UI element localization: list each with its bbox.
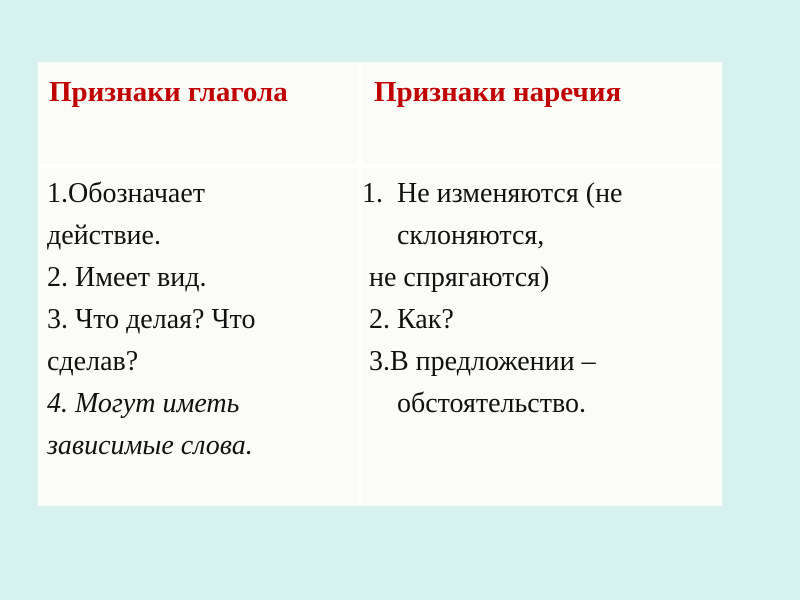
verb-line-2: действие. [47,220,161,251]
verb-line-4: 3. Что делая? Что [47,304,256,335]
verb-line-3: 2. Имеет вид. [47,262,207,293]
verb-line-5: сделав? [47,346,139,377]
adverb-header: Признаки наречия [374,76,622,108]
adverb-line-3: не спрягаются) [369,262,550,293]
verb-line-7: зависимые слова. [47,430,253,461]
verb-header: Признаки глагола [49,76,288,108]
adverb-line-5: 3.В предложении – [369,346,596,377]
adverb-line-6: обстоятельство. [397,388,586,419]
adverb-line-1: Не изменяются (не [397,178,623,209]
body-cell-adverb [362,168,720,504]
adverb-line-2: склоняются, [397,220,545,251]
adverb-list-number-1: 1. [362,178,383,209]
adverb-line-4: 2. Как? [369,304,454,335]
verb-line-6: 4. Могут иметь [47,388,240,419]
verb-line-1: 1.Обозначает [47,178,205,209]
